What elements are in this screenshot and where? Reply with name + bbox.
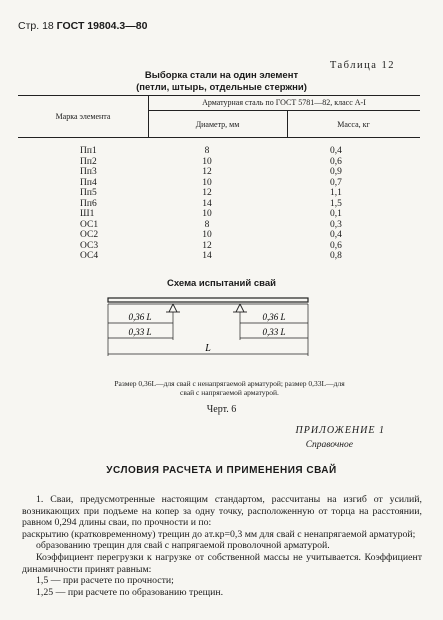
table-cell-mass: 0,7 xyxy=(330,177,342,188)
col-diameter-header: Диаметр, мм xyxy=(195,120,240,129)
body-text xyxy=(22,494,422,598)
paragraph-5: 1,5 — при расчете по прочности; xyxy=(36,575,174,587)
table-cell-mass: 0,8 xyxy=(330,251,342,261)
scheme-title: Схема испытаний свай xyxy=(167,278,276,289)
table-cell-mark: ОС1 xyxy=(80,219,99,230)
column-diameters xyxy=(187,146,227,262)
figure-number: Черт. 6 xyxy=(206,404,237,415)
table-cell-diameter: 12 xyxy=(202,188,212,198)
table-cell-mark: ОС2 xyxy=(80,230,99,240)
figure-caption: Размер 0,36L—для свай с ненапрягаемой арматурой; размер 0,33L—для свай с напрягаемой арматурой. xyxy=(114,379,345,397)
table-cell-mark: Пп2 xyxy=(80,156,97,167)
paragraph-2: раскрытию (кратковременному) трещин до aт.кр=0,3 мм для свай с ненапрягаемой арматурой; xyxy=(22,528,416,540)
table-top-rule xyxy=(18,95,420,96)
table-header-rule xyxy=(18,137,420,138)
table-cell-mass: 0,3 xyxy=(330,219,342,230)
page-number: Стр. 18 xyxy=(18,20,54,32)
table-number: Таблица 12 xyxy=(329,60,395,71)
pile-beam xyxy=(108,298,308,302)
support-right xyxy=(233,304,247,312)
dim-label-3: 0,36 L xyxy=(262,312,286,322)
table-cell-mass: 1,5 xyxy=(330,198,342,209)
paragraph-3: образованию трещин для свай с напрягаемой проволочной арматурой. xyxy=(36,540,330,552)
table-cell-diameter: 8 xyxy=(204,146,210,156)
standard-number: ГОСТ 19804.3—80 xyxy=(56,20,148,32)
group-header: Арматурная сталь по ГОСТ 5781—82, класс А-I xyxy=(202,98,366,107)
pile-test-diagram xyxy=(0,290,443,370)
table-cell-mark: Пп6 xyxy=(80,198,97,209)
page-header xyxy=(18,20,147,32)
table-cell-mark: Ш1 xyxy=(80,209,95,219)
table-cell-diameter: 10 xyxy=(202,156,212,167)
appendix-title: ПРИЛОЖЕНИЕ 1 xyxy=(295,425,385,436)
table-cell-mark: Пп5 xyxy=(80,188,97,198)
table-title-line2: (петли, штырь, отдельные стержни) xyxy=(136,82,307,93)
table-cell-mark: Пп4 xyxy=(80,177,97,188)
table-title-line1: Выборка стали на один элемент xyxy=(144,70,299,81)
table-cell-diameter: 12 xyxy=(202,167,212,177)
col-mark-header: Марка элемента xyxy=(55,112,111,121)
column-marks xyxy=(80,146,120,262)
column-masses xyxy=(330,146,360,262)
col-mass-header: Масса, кг xyxy=(337,120,370,129)
table-group-rule xyxy=(148,110,420,111)
table-cell-mass: 0,1 xyxy=(330,209,342,219)
table-cell-diameter: 8 xyxy=(204,219,210,230)
table-cell-diameter: 10 xyxy=(202,230,212,240)
table-cell-mass: 0,9 xyxy=(330,167,342,177)
paragraph-4: Коэффициент перегрузки к нагрузке от собственной массы не учитывается. Коэффициент динамичности принят равным: xyxy=(22,551,422,575)
section-title: УСЛОВИЯ РАСЧЕТА И ПРИМЕНЕНИЯ СВАЙ xyxy=(106,465,337,476)
table-cell-diameter: 14 xyxy=(202,251,212,261)
paragraph-6: 1,25 — при расчете по образованию трещин. xyxy=(36,586,224,598)
dim-label-total: L xyxy=(205,343,211,354)
table-cell-mark: ОС3 xyxy=(80,240,99,251)
table-cell-mass: 0,6 xyxy=(330,156,342,167)
dim-label-2: 0,33 L xyxy=(128,327,152,337)
table-cell-diameter: 14 xyxy=(202,198,212,209)
paragraph-1: 1. Сваи, предусмотренные настоящим стандартом, рассчитаны на изгиб от усилий, возникающих при подъеме на копер за одну точку, расположенную от торца на расстоянии, равном 0,294 длины сваи, по прочности и по: xyxy=(22,494,422,529)
table-cell-mass: 1,1 xyxy=(330,188,342,198)
appendix-subtitle: Справочное xyxy=(305,440,353,450)
table-cell-mark: Пп1 xyxy=(80,146,97,156)
table-cell-mass: 0,4 xyxy=(330,146,342,156)
support-left xyxy=(166,304,180,312)
dim-label-1: 0,36 L xyxy=(128,312,152,322)
dim-label-4: 0,33 L xyxy=(262,327,286,337)
table-cell-diameter: 10 xyxy=(202,177,212,188)
table-cell-diameter: 12 xyxy=(202,240,212,251)
table-title xyxy=(0,70,443,94)
table-cell-mark: ОС4 xyxy=(80,251,99,261)
table-cell-mass: 0,4 xyxy=(330,230,342,240)
table-cell-diameter: 10 xyxy=(202,209,212,219)
table-cell-mark: Пп3 xyxy=(80,167,97,177)
table-cell-mass: 0,6 xyxy=(330,240,342,251)
